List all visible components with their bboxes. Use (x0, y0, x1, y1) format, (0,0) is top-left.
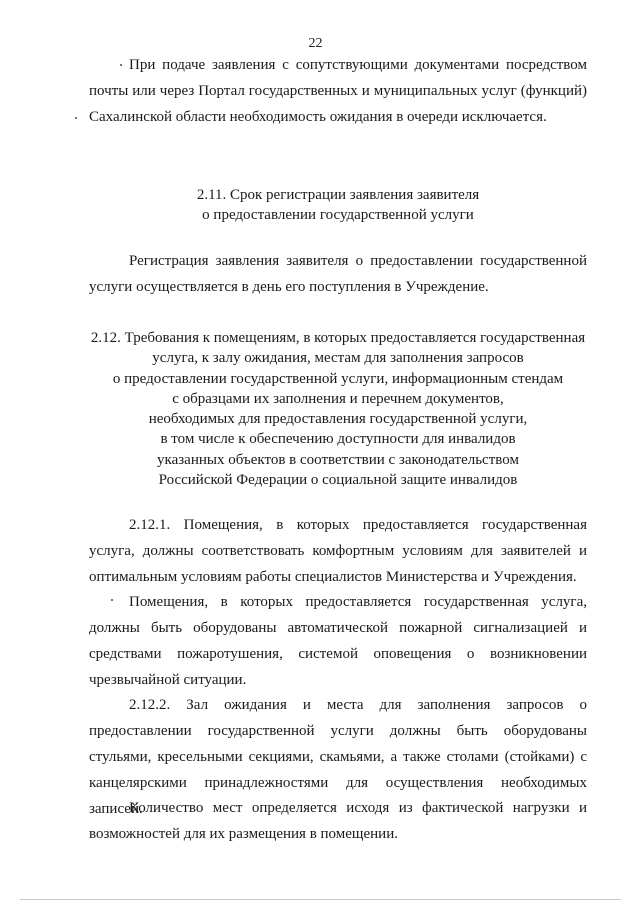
scan-bottom-edge (20, 899, 621, 900)
paragraph-submission-methods: При подаче заявления с сопутствующими документами посредством почты или через Портал государственных и муниципальных услуг (функций) Сахалинской области необходимость ожидания в очереди исключается. (89, 57, 587, 125)
section-heading-2-12-line: услуга, к залу ожидания, местам для заполнения запросов (152, 350, 524, 367)
section-heading-2-11 (89, 185, 587, 226)
paragraph-fire-safety: Помещения, в которых предоставляется государственная услуга, должны быть оборудованы автоматической пожарной сигнализацией и средствами пожаротушения, системой оповещения о возникновении чрезвычайной ситуации. (89, 594, 587, 688)
scan-speck (120, 64, 122, 66)
section-heading-2-11-line-1: 2.11. Срок регистрации заявления заявителя (196, 187, 480, 203)
paragraph-registration: Регистрация заявления заявителя о предоставлении государственной услуги осуществляется в день его поступления в Учреждение. (89, 253, 587, 295)
section-heading-2-12-line: Российской Федерации о социальной защите инвалидов (158, 472, 518, 489)
scan-speck (111, 599, 113, 601)
section-heading-2-12-line: необходимых для предоставления государственной услуги, (148, 411, 528, 428)
section-heading-2-12-line: в том числе к обеспечению доступности для инвалидов (160, 431, 516, 448)
paragraph-2-12-1: 2.12.1. Помещения, в которых предоставляется государственная услуга, должны соответствовать комфортным условиям для заявителей и оптимальным условиям работы специалистов Министерства и Учреждения. (89, 517, 587, 585)
section-heading-2-12-line: с образцами их заполнения и перечнем документов, (172, 390, 504, 407)
section-heading-2-12-line: 2.12. Требования к помещениям, в которых предоставляется государственная (90, 330, 586, 346)
section-heading-2-12 (89, 328, 587, 490)
paragraph-seat-count: Количество мест определяется исходя из фактической нагрузки и возможностей для их размещения в помещении. (89, 800, 587, 842)
scan-speck (75, 117, 77, 119)
page-number: 22 (308, 36, 323, 51)
section-heading-2-12-line: о предоставлении государственной услуги, информационным стендам (112, 370, 564, 387)
paragraph-2-12-2: 2.12.2. Зал ожидания и места для заполнения запросов о предоставлении государственной услуги должны быть оборудованы стульями, кресельными секциями, скамьями, а также столами (стойками) с канцелярскими принадлежностями для осуществления необходимых записей. (89, 697, 587, 817)
section-heading-2-12-line: указанных объектов в соответствии с законодательством (157, 451, 519, 468)
section-heading-2-11-line-2: о предоставлении государственной услуги (202, 207, 474, 224)
